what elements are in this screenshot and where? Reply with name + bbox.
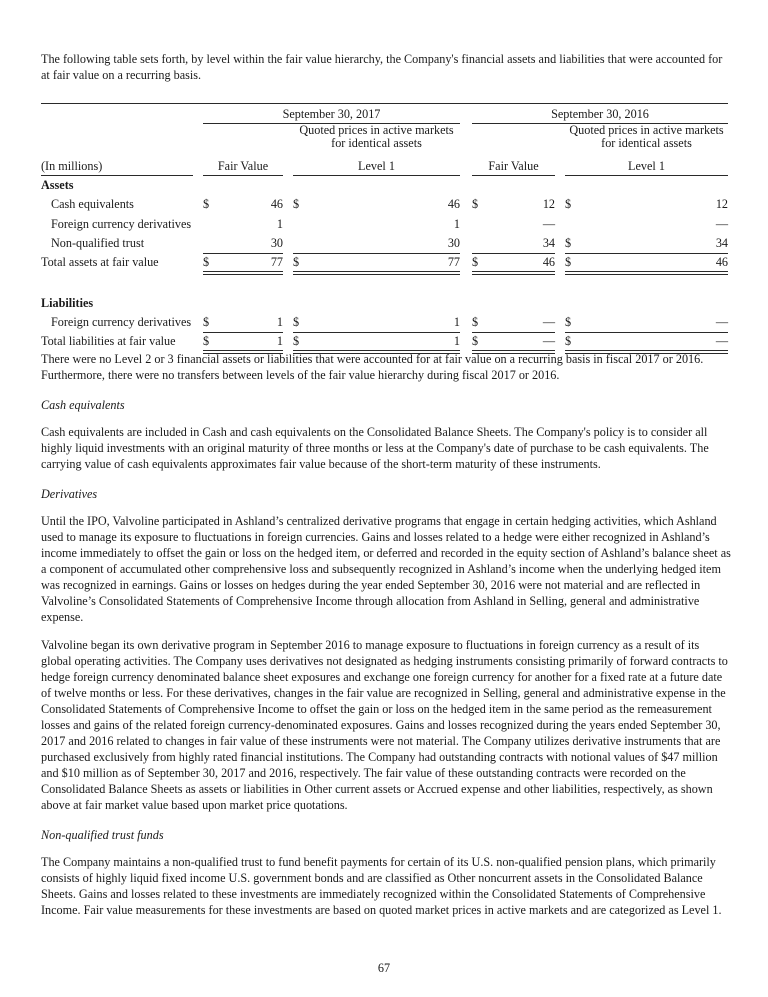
cell-value: —: [715, 216, 728, 231]
currency-symbol: $: [565, 315, 572, 329]
cell-value: 77: [270, 255, 283, 269]
section-heading: Cash equivalents: [41, 398, 125, 412]
cell-value: 1: [276, 334, 283, 348]
currency-symbol: $: [293, 315, 300, 329]
liabilities-heading: Liabilities: [41, 296, 94, 310]
subtotal-rule: [565, 253, 728, 254]
col-header-l1-2017: Level 1: [358, 159, 395, 173]
cell-value: 1: [453, 334, 460, 348]
currency-symbol: $: [565, 334, 572, 348]
total-double-rule: [472, 350, 555, 354]
cell-value: 1: [276, 315, 283, 329]
cell-value: —: [542, 334, 555, 348]
section-paragraph: Valvoline began its own derivative program in September 2016 to manage exposure to fluctuations in foreign currency as a result of its global operating activities. The Company uses derivatives not designated as hedging instruments consisting primarily of forward contracts to hedge foreign currency denominated balance sheet exposures and exchange one foreign currency for another for a fixed rate at a future date of twelve months or less. For these derivatives, changes in the fair value are recognized in Selling, general and administrative expense in the Consolidated Statements of Comprehensive Income to offset the gain or loss on the hedged item in the same period as the remeasurement losses and gains of the related foreign currency-denominated exposures. Gains and losses recognized during the years ended September 30, 2017 and 2016 related to changes in fair value of these instruments were not material. The Company utilizes derivative instruments that are purchased exclusively from highly rated financial institutions. The Company had outstanding contracts with notional values of $47 million and $10 million as of September 30, 2017 and 2016, respectively. The fair value of these outstanding contracts were recorded on the Consolidated Balance Sheets as assets or liabilities in Other current assets or Accrued expense and other liabilities, respectively, as shown above at fair market value based upon market price quotations.: [41, 638, 728, 812]
header-rule-l1-2016: [565, 175, 728, 176]
subtotal-rule: [293, 253, 460, 254]
document-page: [41, 51, 731, 918]
cell-value: 1: [276, 216, 283, 231]
cell-value: 46: [447, 197, 460, 211]
cell-value: 30: [270, 236, 283, 250]
cell-value: 1: [453, 216, 460, 231]
cell-value: 34: [542, 236, 555, 250]
currency-symbol: $: [203, 197, 210, 211]
currency-symbol: $: [203, 334, 210, 348]
asset-row-label: Cash equivalents: [51, 197, 134, 211]
currency-symbol: $: [472, 255, 479, 269]
subtotal-rule: [472, 253, 555, 254]
intro-paragraph: The following table sets forth, by level within the fair value hierarchy, the Company's financial assets and liabilities that were accounted for at fair value on a recurring basis.: [41, 52, 723, 82]
cell-value: 12: [715, 197, 728, 211]
cell-value: —: [715, 334, 728, 348]
subtotal-rule: [565, 332, 728, 333]
currency-symbol: $: [565, 255, 572, 269]
period-header-2016: September 30, 2016: [551, 107, 649, 121]
total-double-rule: [293, 350, 460, 354]
currency-symbol: $: [293, 334, 300, 348]
section-heading: Non-qualified trust funds: [41, 828, 164, 842]
quoted-prices-header-2017: Quoted prices in active markets for identical assets: [299, 123, 454, 150]
subtotal-rule: [203, 332, 283, 333]
subtotal-rule: [203, 253, 283, 254]
section-heading: Derivatives: [41, 487, 98, 501]
header-rule-l1-2017: [293, 175, 460, 176]
assets-total-label: Total assets at fair value: [41, 255, 159, 269]
cell-value: 46: [715, 255, 728, 269]
currency-symbol: $: [565, 197, 572, 211]
currency-symbol: $: [472, 197, 479, 211]
currency-symbol: $: [203, 255, 210, 269]
total-double-rule: [293, 271, 460, 275]
currency-symbol: $: [293, 197, 300, 211]
asset-row-label: Non-qualified trust: [51, 236, 145, 250]
units-label: (In millions): [41, 159, 103, 173]
fair-value-table: [41, 103, 728, 348]
currency-symbol: $: [203, 315, 210, 329]
period-header-2017: September 30, 2017: [282, 107, 381, 121]
total-double-rule: [565, 271, 728, 275]
liability-row-label: Foreign currency derivatives: [51, 315, 192, 329]
subtotal-rule: [472, 332, 555, 333]
col-header-l1-2016: Level 1: [628, 159, 665, 173]
cell-value: 30: [447, 236, 460, 250]
header-rule-label: [41, 175, 193, 176]
cell-value: —: [542, 315, 555, 329]
table-top-rule: [41, 103, 728, 104]
col-header-fv-2016: Fair Value: [488, 159, 539, 173]
total-double-rule: [472, 271, 555, 275]
cell-value: 1: [453, 315, 460, 329]
cell-value: —: [542, 216, 555, 231]
cell-value: 34: [715, 236, 728, 250]
note-sections: [41, 397, 731, 918]
section-paragraph: The Company maintains a non-qualified trust to fund benefit payments for certain of its U.S. non-qualified pension plans, which primarily consists of highly liquid fixed income U.S. government bonds and are classified as Other noncurrent assets in the Consolidated Balance Sheets. Gains and losses related to these investments are immediately recognized within the Consolidated Statements of Comprehensive Income. Fair value measurements for these investments are based on quoted market prices in active markets and are categorized as Level 1.: [41, 855, 722, 917]
asset-row-label: Foreign currency derivatives: [51, 216, 192, 231]
cell-value: 46: [270, 197, 283, 211]
cell-value: 46: [542, 255, 555, 269]
col-header-fv-2017: Fair Value: [217, 159, 269, 173]
assets-heading: Assets: [41, 178, 74, 192]
section-paragraph: Cash equivalents are included in Cash and cash equivalents on the Consolidated Balance Sheets. The Company's policy is to consider all highly liquid investments with an original maturity of three months or less at the Company's date of purchase to be cash equivalents. The carrying value of cash equivalents approximates fair value because of the short-term maturity of these instruments.: [41, 425, 709, 471]
header-rule-fv-2017: [203, 175, 283, 176]
levels-paragraph: There were no Level 2 or 3 financial assets or liabilities that were accounted for at fair value on a recurring basis in fiscal 2017 or 2016. Furthermore, there were no transfers between levels of the fair value hierarchy during fiscal 2017 or 2016.: [41, 352, 704, 382]
quoted-prices-header-2016: Quoted prices in active markets for identical assets: [569, 123, 724, 150]
subtotal-rule: [293, 332, 460, 333]
currency-symbol: $: [293, 255, 300, 269]
currency-symbol: $: [472, 334, 479, 348]
total-double-rule: [203, 271, 283, 275]
total-double-rule: [565, 350, 728, 354]
total-double-rule: [203, 350, 283, 354]
currency-symbol: $: [472, 315, 479, 329]
cell-value: 12: [542, 197, 555, 211]
page-number: 67: [377, 961, 391, 975]
liabilities-total-label: Total liabilities at fair value: [41, 334, 176, 348]
cell-value: —: [715, 315, 728, 329]
header-rule-fv-2016: [472, 175, 555, 176]
section-paragraph: Until the IPO, Valvoline participated in Ashland’s centralized derivative programs that engage in certain hedging activities, which Ashland used to manage its exposure to fluctuations in foreign currencies. Gains and losses related to a hedge were either recognized in Ashland’s income immediately to offset the gain or loss on the hedged item, or deferred and recorded in the equity section of Ashland’s balance sheet as a component of accumulated other comprehensive loss and subsequently recognized in Ashland’s income when the underlying hedged item was recognized in earnings. Gains or losses on hedges during the year ended September 30, 2016 were not material and are reflected in Valvoline’s Consolidated Statements of Comprehensive Income through allocation from Ashland in Selling, general and administrative expense.: [41, 514, 731, 624]
cell-value: 77: [447, 255, 460, 269]
currency-symbol: $: [565, 236, 572, 250]
